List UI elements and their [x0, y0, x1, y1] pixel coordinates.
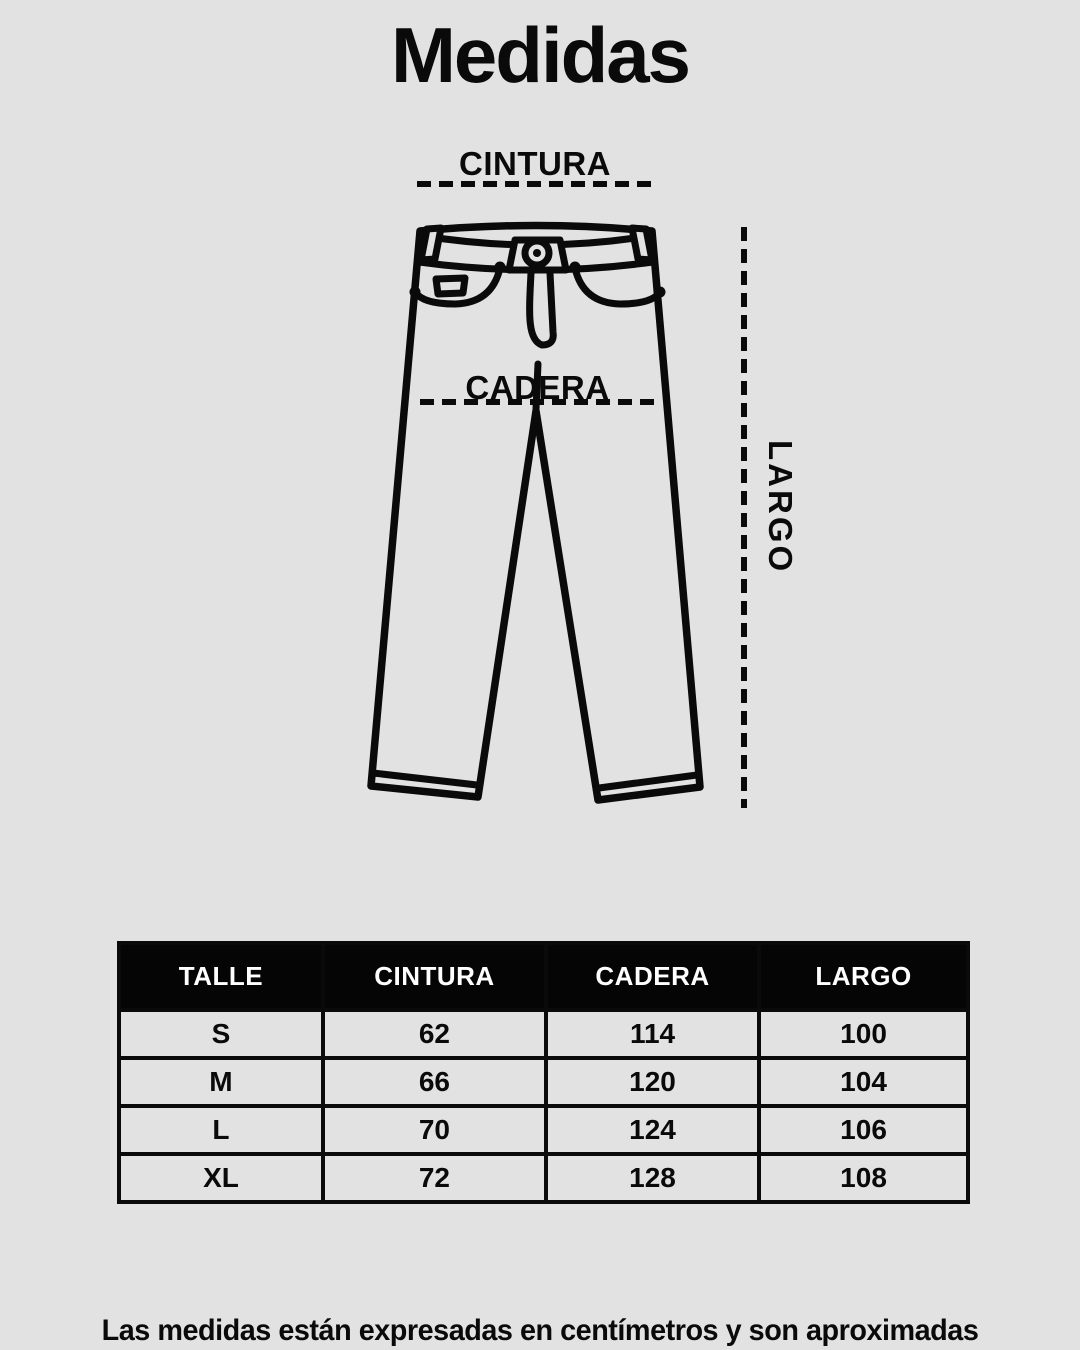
cell-largo: 108 — [759, 1154, 968, 1202]
cell-largo: 104 — [759, 1058, 968, 1106]
table-row-xl — [119, 1154, 968, 1202]
rivet-icon — [410, 287, 421, 298]
fly-stitch — [530, 273, 554, 345]
cell-cadera: 124 — [546, 1106, 759, 1154]
cell-largo: 106 — [759, 1106, 968, 1154]
cell-size: M — [119, 1058, 323, 1106]
table-row-s — [119, 1010, 968, 1058]
header-cadera: CADERA — [546, 943, 759, 1010]
waist-measure-label: CINTURA — [459, 145, 611, 182]
header-talle: TALLE — [119, 943, 323, 1010]
cell-cadera: 120 — [546, 1058, 759, 1106]
belt-loop-right — [632, 228, 652, 260]
units-note: Las medidas están expresadas en centímetros y son aproximadas — [101, 1314, 979, 1347]
size-table — [117, 941, 970, 1204]
pocket-right — [575, 268, 660, 304]
cell-size: L — [119, 1106, 323, 1154]
rivet-icon — [570, 262, 581, 273]
pants-outline — [371, 226, 700, 801]
cell-size: XL — [119, 1154, 323, 1202]
pants-details — [410, 228, 666, 345]
page-title: Medidas — [390, 11, 690, 99]
rivet-icon — [495, 262, 506, 273]
button-dot — [533, 249, 541, 257]
cell-cadera: 114 — [546, 1010, 759, 1058]
cell-cintura: 70 — [323, 1106, 546, 1154]
header-largo: LARGO — [759, 943, 968, 1010]
size-table-header-row — [119, 943, 968, 1010]
coin-pocket — [436, 278, 465, 294]
table-row-l — [119, 1106, 968, 1154]
cell-largo: 100 — [759, 1010, 968, 1058]
pocket-left — [415, 268, 500, 304]
cell-cintura: 62 — [323, 1010, 546, 1058]
length-measure-label: LARGO — [762, 440, 799, 575]
table-row-m — [119, 1058, 968, 1106]
cell-cintura: 72 — [323, 1154, 546, 1202]
hip-measure-label: CADERA — [465, 369, 610, 406]
belt-loop-left — [421, 228, 441, 260]
cell-cintura: 66 — [323, 1058, 546, 1106]
cell-cadera: 128 — [546, 1154, 759, 1202]
header-cintura: CINTURA — [323, 943, 546, 1010]
cell-size: S — [119, 1010, 323, 1058]
rivet-icon — [655, 287, 666, 298]
